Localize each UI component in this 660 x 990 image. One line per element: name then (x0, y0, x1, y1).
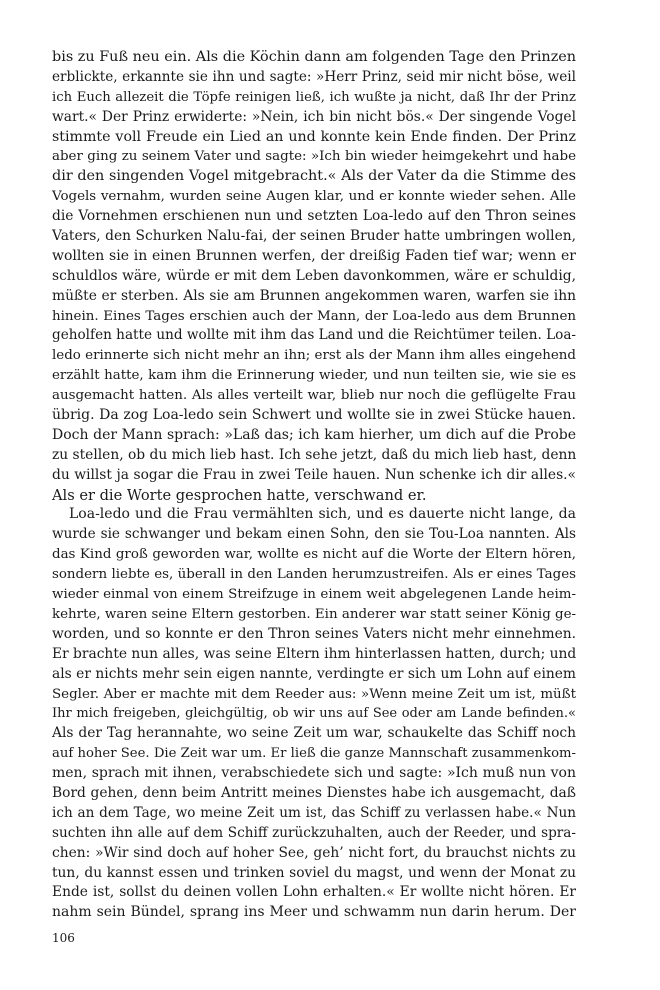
text-line: bis zu Fuß neu ein. Als die Köchin dann am folgenden Tage den Prinzen (52, 49, 577, 65)
text-line: worden, und so konnte er den Thron seines Vaters nicht mehr einnehmen. (52, 625, 576, 642)
text-line: wollten sie in einen Brunnen werfen, der dreißig Faden tief war; wenn er (52, 247, 576, 264)
text-line: ich an dem Tage, wo meine Zeit um ist, das Schiff zu verlassen habe.« Nun (52, 804, 576, 821)
text-line: ich Euch allezeit die Töpfe reinigen ließ, ich wußte ja nicht, daß Ihr der Prinz (52, 89, 576, 105)
text-line: tun, du kannst essen und trinken soviel du magst, und wenn der Monat zu (52, 864, 576, 881)
text-line: men, sprach mit ihnen, verabschiedete sich und sagte: »Ich muß nun von (52, 765, 576, 782)
text-line: wurde sie schwanger und bekam einen Sohn, den sie Tou-Loa nannten. Als (52, 526, 576, 543)
text-line: du willst ja sogar die Frau in zwei Teile hauen. Nun schenke ich dir alles.« (52, 466, 576, 483)
text-line: schuldlos wäre, würde er mit dem Leben davonkommen, wäre er schuldig, (52, 267, 576, 284)
text-line: als er nichts mehr sein eigen nannte, verdingte er sich um Lohn auf einem (52, 665, 576, 682)
text-line: Als der Tag herannahte, wo seine Zeit um war, schaukelte das Schiff noch (52, 725, 576, 742)
text-line: erzählt hatte, kam ihm die Erinnerung wieder, und nun teilten sie, wie sie es (52, 368, 576, 384)
text-line: Vaters, den Schurken Nalu-fai, der seinen Bruder hatte umbringen wollen, (52, 228, 576, 245)
text-line: Ende ist, sollst du deinen vollen Lohn erhalten.« Er wollte nicht hören. Er (52, 884, 576, 901)
text-line: Segler. Aber er machte mit dem Reeder aus: »Wenn meine Zeit um ist, müßt (52, 686, 576, 702)
text-line: aber ging zu seinem Vater und sagte: »Ich bin wieder heimgekehrt und habe (52, 149, 576, 165)
text-line: wieder einmal von einem Streifzuge in einem weit abgelegenen Lande heim- (52, 587, 576, 603)
text-line: ledo erinnerte sich nicht mehr an ihn; erst als der Mann ihm alles eingehend (52, 348, 576, 364)
text-line: dir den singenden Vogel mitgebracht.« Als der Vater da die Stimme des (52, 168, 576, 185)
text-line: Ihr mich freigeben, gleichgültig, ob wir uns auf See oder am Lande befinden.« (52, 706, 576, 722)
text-line: Doch der Mann sprach: »Laß das; ich kam hierher, um dich auf die Probe (52, 426, 576, 443)
text-line: suchten ihn alle auf dem Schiff zurückzuhalten, auch der Reeder, und spra- (52, 824, 576, 841)
text-line: hinein. Eines Tages erschien auch der Mann, der Loa-ledo aus dem Brunnen (52, 308, 576, 324)
text-line: übrig. Da zog Loa-ledo sein Schwert und wollte sie in zwei Stücke hauen. (52, 407, 576, 424)
text-line: wart.« Der Prinz erwiderte: »Nein, ich bin nicht bös.« Der singende Vogel (52, 108, 576, 125)
text-line: erblickte, erkannte sie ihn und sagte: »Herr Prinz, seid mir nicht böse, weil (52, 68, 576, 85)
text-line: zu stellen, ob du mich lieb hast. Ich sehe jetzt, daß du mich lieb hast, denn (52, 446, 577, 463)
body-text (52, 48, 576, 923)
text-line: Als er die Worte gesprochen hatte, verschwand er. (52, 486, 427, 504)
text-line: die Vornehmen erschienen nun und setzten Loa-ledo auf den Thron seines (52, 208, 576, 225)
text-line: stimmte voll Freude ein Lied an und konnte kein Ende finden. Der Prinz (52, 128, 576, 145)
text-line: ausgemacht hatten. Als alles verteilt war, blieb nur noch die geflügelte Frau (52, 388, 576, 404)
text-line: Er brachte nun alles, was seine Eltern ihm hinterlassen hatten, durch; und (52, 645, 577, 662)
text-line: kehrte, waren seine Eltern gestorben. Ein anderer war statt seiner König ge- (52, 606, 577, 622)
text-line: chen: »Wir sind doch auf hoher See, geh’ nicht fort, du brauchst nichts zu (52, 844, 576, 861)
page-number: 106 (52, 931, 75, 945)
text-line: auf hoher See. Die Zeit war um. Er ließ die ganze Mannschaft zusammenkom- (52, 746, 576, 762)
text-line: sondern liebte es, überall in den Landen herumzustreifen. Als er eines Tages (52, 567, 576, 583)
text-line: das Kind groß geworden war, wollte es nicht auf die Worte der Eltern hören, (52, 547, 576, 563)
text-line: müßte er sterben. Als sie am Brunnen angekommen waren, warfen sie ihn (52, 287, 576, 304)
text-line: nahm sein Bündel, sprang ins Meer und schwamm nun darin herum. Der (52, 904, 576, 921)
text-line: Vogels vernahm, wurden seine Augen klar, und er konnte wieder sehen. Alle (52, 189, 576, 205)
text-line: Bord gehen, denn beim Antritt meines Dienstes habe ich ausgemacht, daß (52, 784, 576, 801)
text-line: Loa-ledo und die Frau vermählten sich, und es dauerte nicht lange, da (69, 506, 576, 523)
text-line: geholfen hatte und wollte mit ihm das Land und die Reichtümer teilen. Loa- (52, 327, 577, 344)
